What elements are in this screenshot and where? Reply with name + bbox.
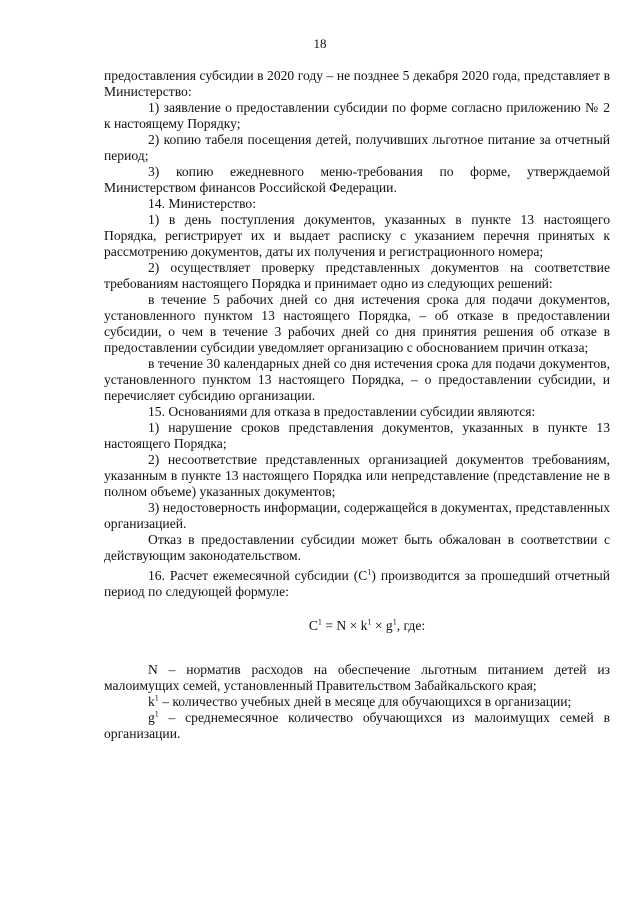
paragraph-16-after: ) производится за прошедший отчетный период по следующей формуле: bbox=[104, 568, 611, 599]
paragraph-13-item-3: 3) копию ежедневного меню-требования по форме, утверждаемой Министерством финансов Российской Федерации. bbox=[104, 164, 610, 195]
paragraph-14-heading: 14. Министерство: bbox=[148, 196, 256, 211]
paragraph-13-item-2: 2) копию табеля посещения детей, получивших льготное питание за отчетный период; bbox=[104, 132, 610, 163]
paragraph-16-before: 16. Расчет ежемесячной субсидии (C bbox=[148, 568, 368, 583]
subsidy-formula bbox=[104, 618, 610, 634]
paragraph-14-item-2: 2) осуществляет проверку представленных документов на соответствие требованиям настоящего Порядка и принимает одно из следующих решений: bbox=[104, 260, 610, 291]
formula-tail: , где: bbox=[396, 618, 426, 633]
paragraph-15-item-2: 2) несоответствие представленных организацией документов требованиям, указанным в пункте 13 настоящего Порядка или непредставление (представление не в полном объеме) указанных документов; bbox=[104, 452, 610, 499]
definition-k-text: – количество учебных дней в месяце для обучающихся в организации; bbox=[158, 694, 572, 709]
formula-eq: = N × k bbox=[321, 618, 368, 633]
paragraph-15-item-1: 1) нарушение сроков представления документов, указанных в пункте 13 настоящего Порядка; bbox=[104, 420, 610, 451]
definition-k-sup: 1 bbox=[154, 693, 159, 703]
formula-c-sup: 1 bbox=[317, 617, 322, 627]
paragraph-16-sup: 1 bbox=[367, 567, 372, 577]
formula-c: C bbox=[308, 618, 318, 633]
paragraph-14-grant-term: в течение 30 календарных дней со дня истечения срока для подачи документов, установленного пунктом 13 настоящего Порядка, – о предоставлении субсидии, и перечисляет субсидию организации. bbox=[104, 356, 610, 403]
formula-g-sup: 1 bbox=[392, 617, 397, 627]
definition-g bbox=[104, 710, 610, 742]
definition-k bbox=[104, 694, 610, 710]
paragraph-14-refusal-term: в течение 5 рабочих дней со дня истечения срока для подачи документов, установленного пунктом 13 настоящего Порядка, – об отказе в предоставлении субсидии, о чем в течение 3 рабочих дней со дня принятия решения об отказе в предоставлении субсидии уведомляет организацию с обоснованием причин отказа; bbox=[104, 292, 610, 355]
paragraph-15-heading: 15. Основаниями для отказа в предоставлении субсидии являются: bbox=[148, 404, 536, 419]
definition-g-sup: 1 bbox=[154, 709, 159, 719]
definition-g-text: – среднемесячное количество обучающихся из малоимущих семей в организации. bbox=[104, 710, 610, 741]
document-body bbox=[104, 68, 610, 742]
paragraph-15-item-3: 3) недостоверность информации, содержащейся в документах, представленных организацией. bbox=[104, 500, 610, 531]
paragraph-13-continuation: предоставления субсидии в 2020 году – не позднее 5 декабря 2020 года, представляет в Министерство: bbox=[104, 68, 610, 99]
paragraph-13-item-1: 1) заявление о предоставлении субсидии по форме согласно приложению № 2 к настоящему Порядку; bbox=[104, 100, 610, 131]
paragraph-14-item-1: 1) в день поступления документов, указанных в пункте 13 настоящего Порядка, регистрирует их и выдает расписку с указанием перечня принятых к рассмотрению документов, даты их получения и регистрационного номера; bbox=[104, 212, 610, 259]
formula-k-sup: 1 bbox=[367, 617, 372, 627]
paragraph-15-appeal: Отказ в предоставлении субсидии может быть обжалован в соответствии с действующим законодательством. bbox=[104, 532, 610, 563]
definition-g-symbol: g bbox=[148, 710, 155, 725]
definition-k-symbol: k bbox=[148, 694, 155, 709]
page-number: 18 bbox=[313, 36, 327, 51]
paragraph-16 bbox=[104, 568, 610, 600]
formula-times: × g bbox=[371, 618, 393, 633]
definition-n: N – норматив расходов на обеспечение льготным питанием детей из малоимущих семей, установленный Правительством Забайкальского края; bbox=[104, 662, 610, 693]
